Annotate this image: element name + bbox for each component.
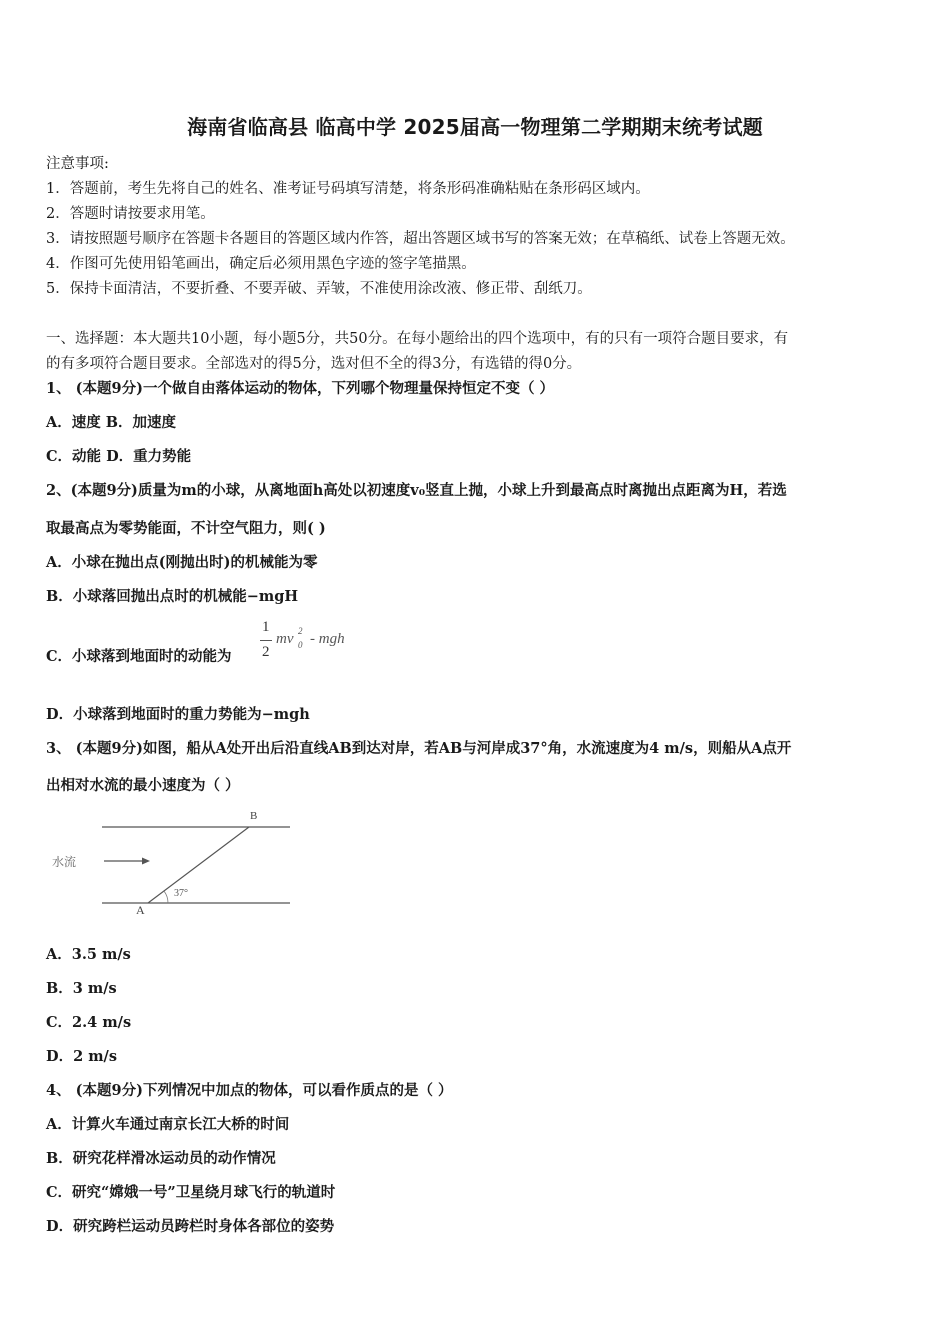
fraction-numerator: 1: [262, 619, 270, 635]
q3-stem-line2: 出相对水流的最小速度为（ ）: [46, 777, 240, 794]
q3-option-d: D．2 m/s: [46, 1048, 118, 1065]
q3-stem-line1: 3、 (本题9分)如图，船从A处开出后沿直线AB到达对岸，若AB与河岸成37°角，水流速度为4 m/s，则船从A点开: [46, 740, 792, 757]
arrow-head-icon: [142, 858, 150, 865]
q2-stem-line2: 取最高点为零势能面，不计空气阻力，则( ): [46, 520, 326, 537]
path-ab-line: [148, 827, 249, 903]
q1-options-row1: A．速度 B．加速度: [46, 414, 177, 431]
notice-item: 1．答题前，考生先将自己的姓名、准考证号码填写清楚，将条形码准确粘贴在条形码区域内。: [46, 181, 650, 197]
q2-stem-line1: 2、(本题9分)质量为m的小球，从离地面h高处以初速度v₀竖直上抛，小球上升到最高点时离抛出点距离为H，若选: [46, 482, 787, 499]
notice-item: 2．答题时请按要求用笔。: [46, 206, 215, 222]
formula-subscript: 0: [298, 640, 303, 650]
notice-item: 3．请按照题号顺序在答题卡各题目的答题区域内作答，超出答题区域书写的答案无效；在草稿纸、试卷上答题无效。: [46, 231, 795, 247]
formula-mv: mv: [276, 631, 294, 647]
q1-stem: 1、 (本题9分)一个做自由落体运动的物体，下列哪个物理量保持恒定不变（ ）: [46, 380, 554, 397]
point-b-label: B: [250, 810, 258, 822]
notice-item: 5．保持卡面清洁，不要折叠、不要弄破、弄皱，不准使用涂改液、修正带、刮纸刀。: [46, 281, 592, 297]
section-intro-line2: 的有多项符合题目要求。全部选对的得5分，选对但不全的得3分，有选错的得0分。: [46, 356, 582, 372]
fraction-bar: [260, 640, 272, 641]
formula-tail: - mgh: [310, 631, 345, 647]
formula-superscript: 2: [298, 626, 303, 636]
q2-option-a: A．小球在抛出点(刚抛出时)的机械能为零: [46, 554, 318, 571]
point-a-label: A: [136, 903, 145, 917]
section-intro-line1: 一、选择题：本大题共10小题，每小题5分，共50分。在每小题给出的四个选项中，有的只有一项符合题目要求，有: [46, 331, 789, 347]
q4-option-b: B．研究花样滑冰运动员的动作情况: [46, 1150, 276, 1167]
fraction-denominator: 2: [262, 644, 270, 660]
q4-option-c: C．研究“嫦娥一号”卫星绕月球飞行的轨道时: [46, 1184, 336, 1201]
q2-option-c: C．小球落到地面时的动能为: [46, 648, 232, 665]
q2-option-b: B．小球落回抛出点时的机械能−mgH: [46, 588, 299, 605]
q4-option-a: A．计算火车通过南京长江大桥的时间: [46, 1116, 290, 1133]
angle-label: 37°: [174, 888, 188, 899]
q4-stem: 4、 (本题9分)下列情况中加点的物体，可以看作质点的是（ ）: [46, 1082, 453, 1099]
page-title: 海南省临高县 临高中学 2025届高一物理第二学期期末统考试题: [187, 115, 763, 139]
angle-arc: [164, 891, 168, 903]
notice-heading: 注意事项:: [46, 156, 109, 172]
q3-option-b: B．3 m/s: [46, 980, 117, 997]
q4-option-d: D．研究跨栏运动员跨栏时身体各部位的姿势: [46, 1218, 335, 1235]
q3-option-c: C．2.4 m/s: [46, 1014, 132, 1031]
river-diagram: [44, 804, 304, 920]
water-flow-label: 水流: [52, 855, 77, 869]
notice-item: 4．作图可先使用铅笔画出，确定后必须用黑色字迹的签字笔描黑。: [46, 256, 476, 272]
q2-option-d: D．小球落到地面时的重力势能为−mgh: [46, 706, 310, 723]
q1-options-row2: C．动能 D．重力势能: [46, 448, 192, 465]
q3-option-a: A．3.5 m/s: [46, 946, 131, 963]
